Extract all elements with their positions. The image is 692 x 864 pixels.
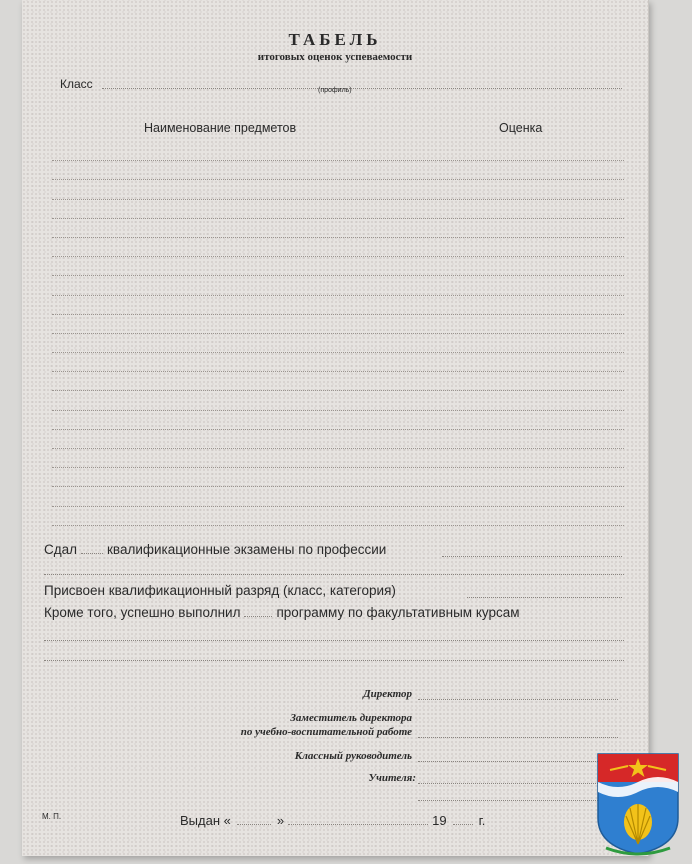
optional-courses-line <box>44 605 520 620</box>
issued-label: Выдан <box>180 813 221 828</box>
table-row <box>52 468 624 487</box>
besides-pre-text: Кроме того, успешно выполнил <box>44 605 241 620</box>
teachers-sign-line <box>418 783 618 784</box>
table-row <box>52 487 624 506</box>
table-row <box>52 276 624 295</box>
table-row <box>52 296 624 315</box>
table-row <box>52 372 624 391</box>
director-sign-line <box>418 699 618 700</box>
close-quote: » <box>276 813 285 828</box>
issued-date-line <box>180 813 485 828</box>
table-row <box>52 449 624 468</box>
class-teacher-sign-line <box>418 761 618 762</box>
table-row <box>52 315 624 334</box>
table-row <box>52 200 624 219</box>
column-header-grade: Оценка <box>499 121 543 135</box>
report-card-sheet <box>22 0 649 856</box>
table-row <box>52 507 624 526</box>
year-prefix: 19 <box>432 813 447 828</box>
passed-exams-line <box>44 542 386 557</box>
profession-field-line <box>442 556 622 557</box>
year-suffix: г. <box>478 813 486 828</box>
profile-hint: (профиль) <box>318 87 352 94</box>
document-title: ТАБЕЛЬ <box>288 30 382 49</box>
table-row <box>52 238 624 257</box>
table-row <box>52 430 624 449</box>
column-header-subjects: Наименование предметов <box>144 121 297 135</box>
month-blank <box>288 824 428 825</box>
deputy-label-line2: по учебно-воспитательной работе <box>240 726 412 738</box>
city-emblem-icon <box>596 752 680 856</box>
table-row <box>52 161 624 180</box>
courses-line-1 <box>44 640 624 641</box>
passed-fill-blank <box>81 553 103 554</box>
table-row <box>52 334 624 353</box>
besides-post-text: программу по факультативным курсам <box>276 605 520 620</box>
courses-line-2 <box>44 660 624 661</box>
assigned-rank-text: Присвоен квалификационный разряд (класс, категория) <box>44 583 396 598</box>
director-label: Директор <box>363 688 412 700</box>
table-row <box>52 257 624 276</box>
class-teacher-label: Классный руководитель <box>294 750 412 762</box>
table-row <box>52 411 624 430</box>
besides-fill-blank <box>244 616 272 617</box>
stamp-place-label: М. П. <box>42 812 62 821</box>
passed-post-text: квалификационные экзамены по профессии <box>107 542 387 557</box>
grades-table <box>52 142 624 526</box>
rank-field-line <box>467 597 622 598</box>
passed-pre-text: Сдал <box>44 542 78 557</box>
teachers-sign-line-2 <box>418 800 618 801</box>
teachers-label: Учителя: <box>368 772 416 784</box>
deputy-label-line1: Заместитель директора <box>290 712 412 724</box>
class-field-line <box>102 88 622 89</box>
document-subtitle: итоговых оценок успеваемости <box>257 51 413 63</box>
class-label: Класс <box>60 77 93 91</box>
table-row <box>52 353 624 372</box>
deputy-sign-line <box>418 737 618 738</box>
day-blank <box>237 824 271 825</box>
profession-extra-line <box>44 574 624 575</box>
table-row <box>52 142 624 161</box>
year-blank <box>453 824 473 825</box>
table-row <box>52 391 624 410</box>
table-row <box>52 219 624 238</box>
table-row <box>52 180 624 199</box>
open-quote: « <box>223 813 231 828</box>
